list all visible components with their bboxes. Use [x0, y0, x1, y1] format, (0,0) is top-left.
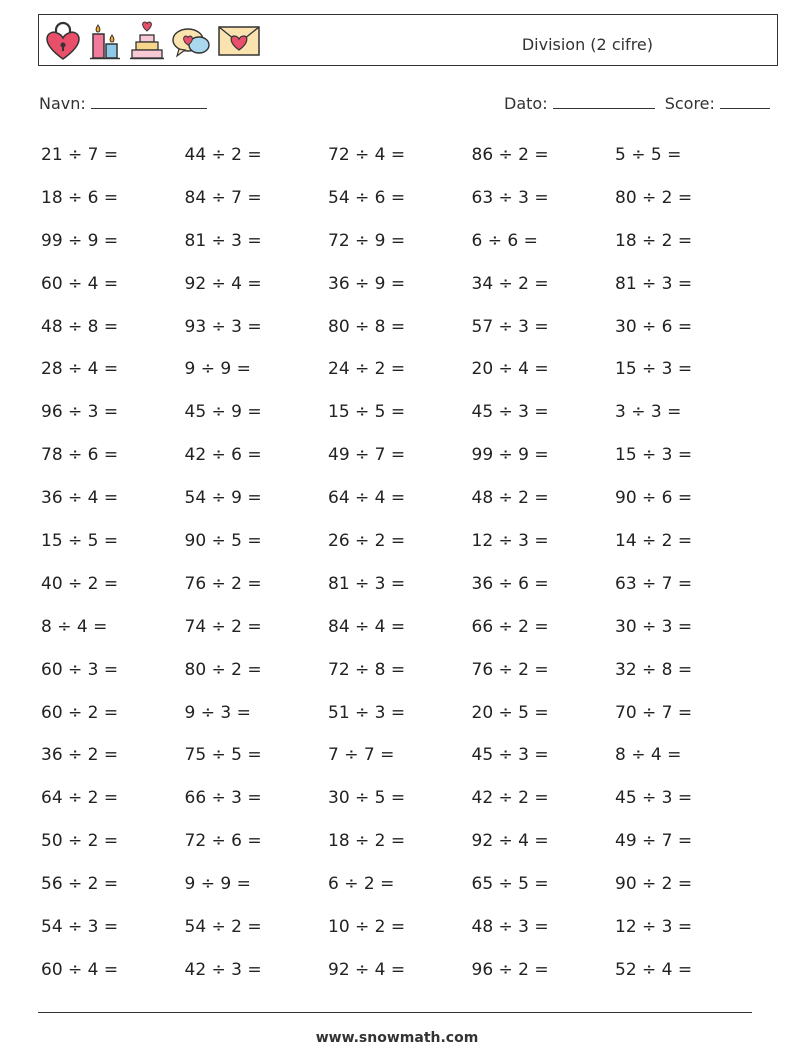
division-problem: 24 ÷ 2 = — [328, 359, 406, 380]
division-problem: 32 ÷ 8 = — [615, 659, 693, 680]
division-problem: 15 ÷ 3 = — [615, 359, 693, 380]
division-problem: 81 ÷ 3 = — [615, 273, 693, 294]
division-problem: 81 ÷ 3 = — [184, 230, 262, 251]
date-blank[interactable] — [553, 108, 655, 109]
division-problem: 50 ÷ 2 = — [41, 831, 119, 852]
division-problem: 99 ÷ 9 = — [41, 230, 119, 251]
division-problem: 8 ÷ 4 = — [41, 616, 108, 637]
division-problem: 90 ÷ 5 = — [184, 531, 262, 552]
division-problem: 60 ÷ 4 = — [41, 959, 119, 980]
division-problem: 72 ÷ 8 = — [328, 659, 406, 680]
division-problem: 64 ÷ 2 = — [41, 788, 119, 809]
division-problem: 5 ÷ 5 = — [615, 145, 682, 165]
love-letter-icon — [217, 21, 261, 61]
division-problem: 51 ÷ 3 = — [328, 702, 406, 723]
division-problem: 34 ÷ 2 = — [471, 273, 549, 294]
division-problem: 76 ÷ 2 = — [471, 659, 549, 680]
division-problem: 84 ÷ 4 = — [328, 616, 406, 637]
division-problem: 45 ÷ 3 = — [471, 745, 549, 766]
division-problem: 14 ÷ 2 = — [615, 531, 693, 552]
division-problem: 18 ÷ 2 = — [328, 831, 406, 852]
division-problem: 30 ÷ 3 = — [615, 616, 693, 637]
division-problem: 9 ÷ 9 = — [184, 359, 251, 380]
division-problem: 36 ÷ 9 = — [328, 273, 406, 294]
heart-lock-icon — [45, 21, 81, 61]
division-problem: 28 ÷ 4 = — [41, 359, 119, 380]
division-problem: 80 ÷ 2 = — [615, 187, 693, 208]
page-title: Division (2 cifre) — [521, 35, 653, 54]
division-problem: 48 ÷ 8 = — [41, 316, 119, 337]
division-problem: 48 ÷ 3 = — [471, 917, 549, 938]
division-problem: 15 ÷ 5 = — [328, 402, 406, 423]
division-problem: 12 ÷ 3 = — [471, 531, 549, 552]
score-label: Score: — [664, 94, 715, 113]
division-problem: 15 ÷ 5 = — [41, 531, 119, 552]
division-problem: 65 ÷ 5 = — [471, 874, 549, 895]
division-problem: 44 ÷ 2 = — [184, 145, 262, 165]
division-problem: 72 ÷ 9 = — [328, 230, 406, 251]
love-chat-icon — [171, 21, 211, 61]
division-problem: 93 ÷ 3 = — [184, 316, 262, 337]
division-problem: 45 ÷ 3 = — [471, 402, 549, 423]
name-field — [39, 94, 207, 113]
division-problem: 74 ÷ 2 = — [184, 616, 262, 637]
division-problem: 66 ÷ 2 = — [471, 616, 549, 637]
division-problem: 45 ÷ 3 = — [615, 788, 693, 809]
cake-icon — [129, 21, 165, 61]
division-problem: 81 ÷ 3 = — [328, 573, 406, 594]
division-problem: 54 ÷ 3 = — [41, 917, 119, 938]
division-problem: 36 ÷ 4 = — [41, 488, 119, 509]
score-blank[interactable] — [720, 108, 770, 109]
division-problem: 60 ÷ 3 = — [41, 659, 119, 680]
division-problem: 60 ÷ 2 = — [41, 702, 119, 723]
division-problem: 60 ÷ 4 = — [41, 273, 119, 294]
division-problem: 64 ÷ 4 = — [328, 488, 406, 509]
division-problem: 57 ÷ 3 = — [471, 316, 549, 337]
footer-divider — [38, 1012, 752, 1013]
division-problem: 30 ÷ 6 = — [615, 316, 693, 337]
division-problem: 78 ÷ 6 = — [41, 445, 119, 466]
division-problem: 7 ÷ 7 = — [328, 745, 395, 766]
division-problem: 6 ÷ 6 = — [471, 230, 538, 251]
division-problem: 63 ÷ 7 = — [615, 573, 693, 594]
division-problem: 72 ÷ 4 = — [328, 145, 406, 165]
division-problem: 3 ÷ 3 = — [615, 402, 682, 423]
date-label: Dato: — [504, 94, 548, 113]
division-problem: 40 ÷ 2 = — [41, 573, 119, 594]
division-problem: 10 ÷ 2 = — [328, 917, 406, 938]
division-problem: 9 ÷ 3 = — [184, 702, 251, 723]
division-problem: 42 ÷ 3 = — [184, 959, 262, 980]
division-problem: 90 ÷ 6 = — [615, 488, 693, 509]
division-problem: 49 ÷ 7 = — [328, 445, 406, 466]
division-problem: 45 ÷ 9 = — [184, 402, 262, 423]
division-problem: 18 ÷ 6 = — [41, 187, 119, 208]
division-problem: 9 ÷ 9 = — [184, 874, 251, 895]
division-problem: 92 ÷ 4 = — [471, 831, 549, 852]
division-problem: 96 ÷ 2 = — [471, 959, 549, 980]
division-problem: 56 ÷ 2 = — [41, 874, 119, 895]
division-problem: 20 ÷ 5 = — [471, 702, 549, 723]
problem-grid — [41, 134, 759, 992]
division-problem: 99 ÷ 9 = — [471, 445, 549, 466]
division-problem: 54 ÷ 6 = — [328, 187, 406, 208]
name-blank[interactable] — [91, 108, 207, 109]
division-problem: 42 ÷ 6 = — [184, 445, 262, 466]
division-problem: 63 ÷ 3 = — [471, 187, 549, 208]
division-problem: 36 ÷ 2 = — [41, 745, 119, 766]
division-problem: 96 ÷ 3 = — [41, 402, 119, 423]
division-problem: 8 ÷ 4 = — [615, 745, 682, 766]
division-problem: 49 ÷ 7 = — [615, 831, 693, 852]
division-problem: 92 ÷ 4 = — [184, 273, 262, 294]
division-problem: 84 ÷ 7 = — [184, 187, 262, 208]
division-problem: 86 ÷ 2 = — [471, 145, 549, 165]
date-field — [504, 94, 655, 113]
footer-website: www.snowmath.com — [315, 1030, 479, 1046]
date-score-fields — [504, 94, 770, 113]
division-problem: 42 ÷ 2 = — [471, 788, 549, 809]
division-problem: 48 ÷ 2 = — [471, 488, 549, 509]
candles-icon — [87, 21, 123, 61]
division-problem: 92 ÷ 4 = — [328, 959, 406, 980]
division-problem: 36 ÷ 6 = — [471, 573, 549, 594]
division-problem: 20 ÷ 4 = — [471, 359, 549, 380]
division-problem: 54 ÷ 9 = — [184, 488, 262, 509]
division-problem: 72 ÷ 6 = — [184, 831, 262, 852]
icon-strip — [45, 20, 261, 62]
division-problem: 15 ÷ 3 = — [615, 445, 693, 466]
division-problem: 6 ÷ 2 = — [328, 874, 395, 895]
division-problem: 18 ÷ 2 = — [615, 230, 693, 251]
division-problem: 80 ÷ 2 = — [184, 659, 262, 680]
division-problem: 76 ÷ 2 = — [184, 573, 262, 594]
division-problem: 54 ÷ 2 = — [184, 917, 262, 938]
division-problem: 66 ÷ 3 = — [184, 788, 262, 809]
division-problem: 70 ÷ 7 = — [615, 702, 693, 723]
division-problem: 30 ÷ 5 = — [328, 788, 406, 809]
division-problem: 52 ÷ 4 = — [615, 959, 693, 980]
division-problem: 12 ÷ 3 = — [615, 917, 693, 938]
division-problem: 80 ÷ 8 = — [328, 316, 406, 337]
name-label: Navn: — [39, 94, 86, 113]
division-problem: 90 ÷ 2 = — [615, 874, 693, 895]
division-problem: 21 ÷ 7 = — [41, 145, 119, 165]
division-problem: 75 ÷ 5 = — [184, 745, 262, 766]
division-problem: 26 ÷ 2 = — [328, 531, 406, 552]
header-box — [38, 14, 778, 66]
score-field — [665, 94, 770, 113]
